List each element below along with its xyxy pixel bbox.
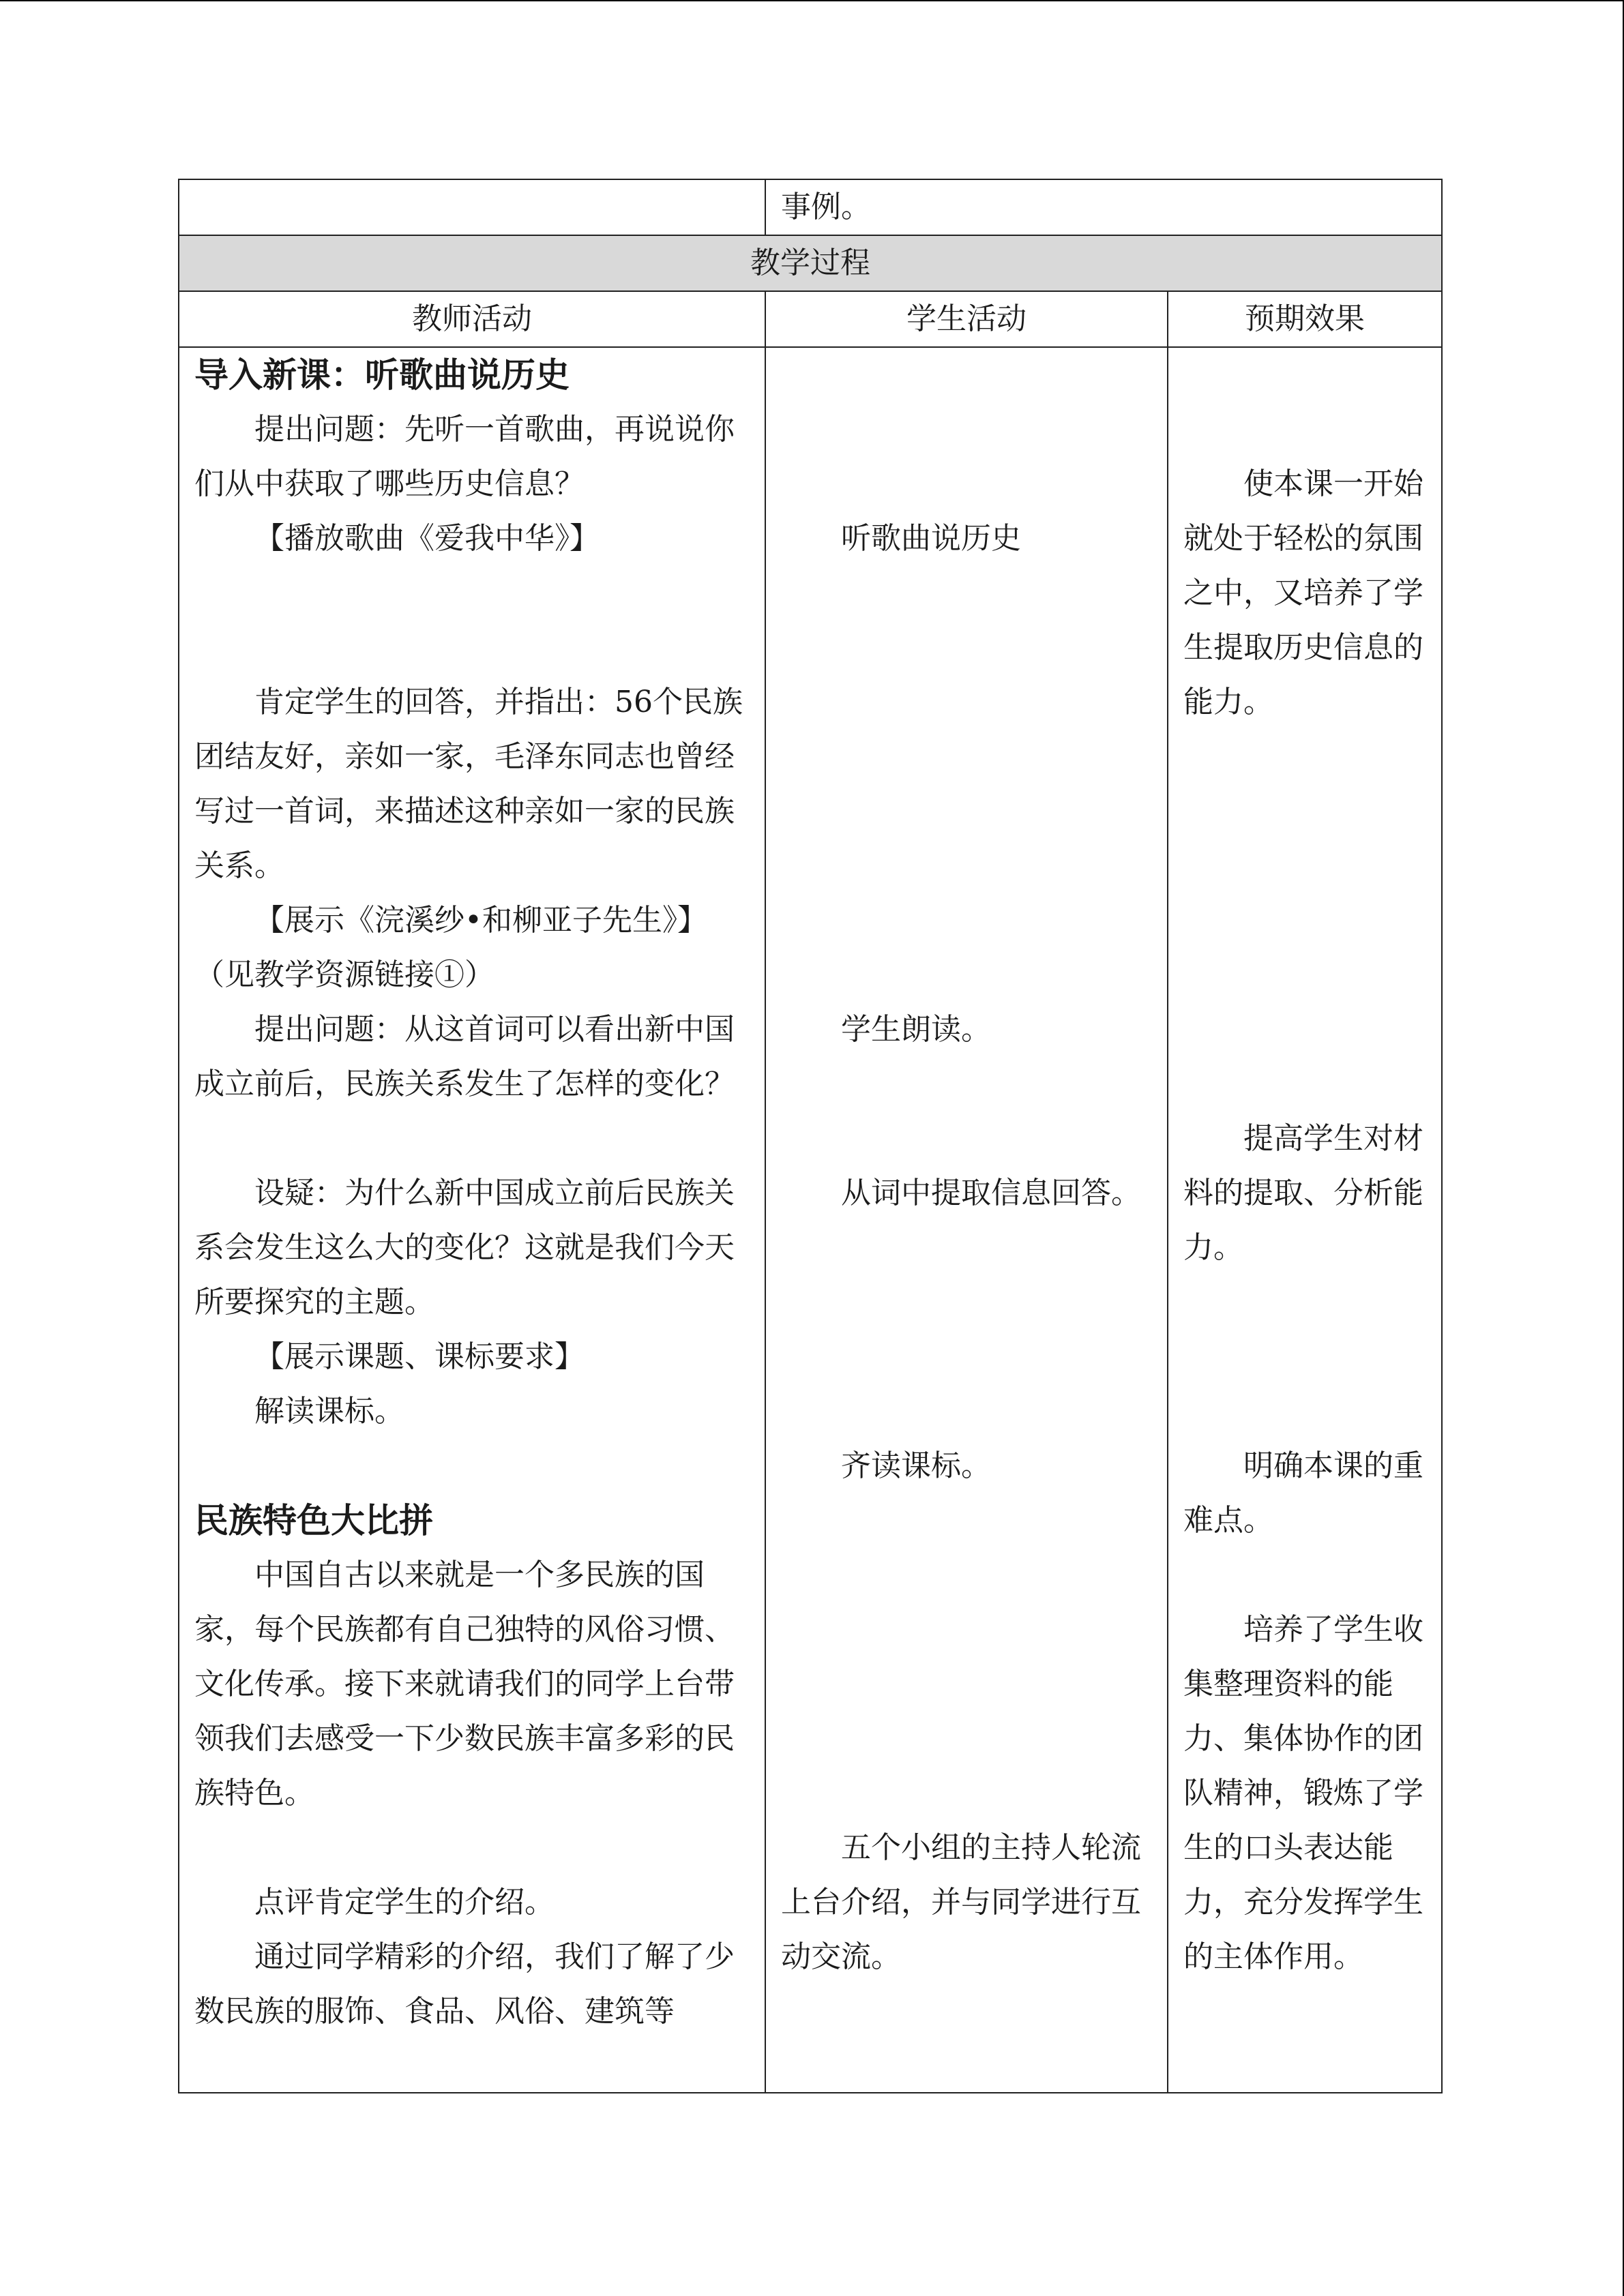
teacher-show-topic: 【展示课题、课标要求】 bbox=[254, 1339, 585, 1374]
section-title: 教学过程 bbox=[750, 245, 870, 280]
top-right-text: 事例。 bbox=[781, 190, 871, 224]
page-border-top bbox=[0, 0, 1624, 1]
section-title-cell bbox=[179, 235, 1442, 291]
lesson-plan-table bbox=[178, 179, 1443, 2093]
teacher-doubt: 设疑：为什么新中国成立前后民族关系会发生这么大的变化？这就是我们今天所要探究的主题。 bbox=[194, 1176, 735, 1320]
expected-effect-cell bbox=[1168, 347, 1442, 2093]
section-title-row bbox=[179, 235, 1442, 291]
teacher-play-song: 【播放歌曲《爱我中华》】 bbox=[254, 521, 600, 556]
student-listen: 听歌曲说历史 bbox=[841, 521, 1021, 556]
teacher-summary: 通过同学精彩的介绍，我们了解了少数民族的服饰、食品、风俗、建筑等 bbox=[194, 1939, 735, 2029]
teacher-resource-link: （见教学资源链接①） bbox=[194, 957, 494, 992]
teacher-show-poem: 【展示《浣溪纱•和柳亚子先生》】 bbox=[254, 903, 707, 938]
teacher-question-1: 提出问题：先听一首歌曲，再说说你们从中获取了哪些历史信息？ bbox=[194, 412, 735, 501]
teacher-comment: 点评肯定学生的介绍。 bbox=[254, 1885, 555, 1920]
student-group-present: 五个小组的主持人轮流上台介绍，并与同学进行互动交流。 bbox=[781, 1830, 1141, 1974]
top-right-cell bbox=[765, 179, 1442, 235]
header-student: 学生活动 bbox=[906, 301, 1027, 336]
header-student-cell bbox=[765, 291, 1168, 347]
content-row bbox=[179, 347, 1442, 2093]
header-effect: 预期效果 bbox=[1245, 301, 1365, 336]
header-teacher-cell bbox=[179, 291, 765, 347]
header-effect-cell bbox=[1168, 291, 1442, 347]
top-continuation-row bbox=[179, 179, 1442, 235]
student-read-standard: 齐读课标。 bbox=[841, 1448, 991, 1483]
teacher-affirm: 肯定学生的回答，并指出：56个民族团结友好，亲如一家，毛泽东同志也曾经写过一首词，来描述这种亲如一家的民族关系。 bbox=[194, 685, 743, 883]
effect-teamwork: 培养了学生收集整理资料的能力、集体协作的团队精神，锻炼了学生的口头表达能力，充分发挥学生的主体作用。 bbox=[1183, 1612, 1423, 1974]
student-activity-cell bbox=[765, 347, 1168, 2093]
effect-key-points: 明确本课的重难点。 bbox=[1183, 1448, 1423, 1538]
header-teacher: 教师活动 bbox=[412, 301, 532, 336]
teacher-ethnic-intro: 中国自古以来就是一个多民族的国家，每个民族都有自己独特的风俗习惯、文化传承。接下来就请我们的同学上台带领我们去感受一下少数民族丰富多彩的民族特色。 bbox=[194, 1557, 735, 1810]
effect-relaxed-atmosphere: 使本课一开始就处于轻松的氛围之中，又培养了学生提取历史信息的能力。 bbox=[1183, 466, 1423, 719]
top-left-empty-cell bbox=[179, 179, 765, 235]
heading-ethnic-features: 民族特色大比拼 bbox=[194, 1501, 433, 1540]
student-extract-answer: 从词中提取信息回答。 bbox=[841, 1176, 1141, 1210]
student-read-aloud: 学生朗读。 bbox=[841, 1012, 991, 1047]
effect-analysis-ability: 提高学生对材料的提取、分析能力。 bbox=[1183, 1121, 1423, 1265]
teacher-read-standard: 解读课标。 bbox=[254, 1394, 404, 1429]
header-row bbox=[179, 291, 1442, 347]
heading-intro: 导入新课：听歌曲说历史 bbox=[194, 355, 570, 395]
teacher-question-2: 提出问题：从这首词可以看出新中国成立前后，民族关系发生了怎样的变化？ bbox=[194, 1012, 735, 1101]
teacher-activity-cell bbox=[179, 347, 765, 2093]
